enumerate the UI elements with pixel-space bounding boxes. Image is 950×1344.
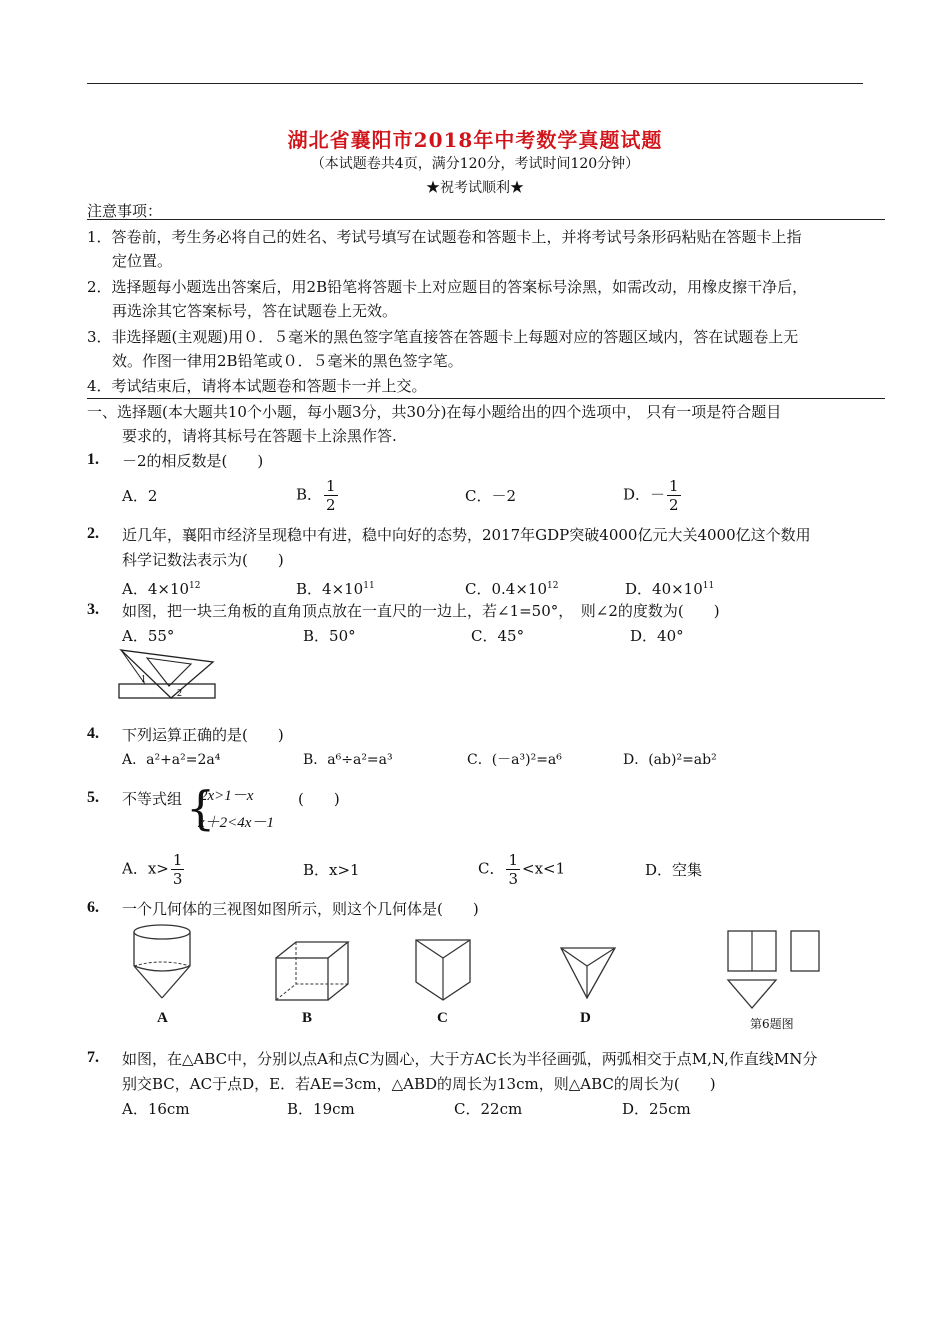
q1-option-d-label: D．－ [623,485,666,504]
q1-frac-b-num: 1 [326,477,336,495]
notice-4: 4．考试结束后，请将本试题卷和答题卡一并上交。 [87,377,427,395]
q5-option-b: B．x>1 [303,861,360,879]
q3-option-a: A．55° [122,627,175,645]
q5-frac-a-den: 3 [172,870,183,888]
notice-rule [87,219,885,220]
q3-option-b: B．50° [303,627,356,645]
q4-number: 4. [87,725,99,742]
q3-ruler-triangle-figure [117,648,219,704]
q5-brace: { [186,781,216,835]
q2-b-exp: 11 [363,581,375,591]
page-title: 湖北省襄阳市2018年中考数学真题试题 [287,128,663,152]
q5-option-d: D．空集 [645,861,703,879]
q7-stem-line2: 别交BC，AC于点D，E．若AE=3cm，△ABD的周长为13cm，则△ABC的周长为( ) [122,1075,716,1093]
notice-3-cont: 效。作图一律用2B铅笔或０．５毫米的黑色签字笔。 [112,352,463,370]
q6-three-view-figure [724,928,826,1012]
q1-option-a: A．2 [122,487,158,505]
q2-option-d [625,576,714,599]
notice-3: 3．非选择题(主观题)用０．５毫米的黑色签字笔直接答在答题卡上每题对应的答题区域内，答在试题卷上无 [87,328,799,346]
q5-frac-c-den: 3 [508,870,519,888]
q5-frac-c-num: 1 [508,851,519,869]
q2-c-exp: 12 [547,581,559,591]
q3-angle2-label: 2 [177,688,182,699]
q4-option-c: C．(－a³)²=a⁶ [467,752,562,768]
q6-label-d: D [580,1010,591,1026]
q6-stem: 一个几何体的三视图如图所示，则这个几何体是( ) [122,900,479,918]
notice-heading: 注意事项： [87,202,163,220]
q6-shape-b-cube [272,938,352,1004]
q4-option-a: A．a²+a²=2a⁴ [122,752,221,768]
q1-option-b [296,477,340,514]
q2-stem-line1: 近几年，襄阳市经济呈现稳中有进，稳中向好的态势，2017年GDP突破4000亿元大关4000亿这个数用 [122,526,811,544]
q2-c-base: C．0.4×10 [465,580,547,598]
q5-number: 5. [87,789,99,806]
q5-paren: ( ) [298,790,340,808]
q6-shape-a-cylinder-cone [128,922,198,1002]
q3-angle1-label: 1 [141,674,146,685]
q6-label-c: C [437,1010,448,1026]
q1-option-b-label: B． [296,485,323,504]
q7-option-b: B．19cm [287,1100,355,1118]
q5-inequality-1: 2x>1－x [200,788,254,804]
q1-frac-d-den: 2 [669,496,679,514]
q4-option-d: D．(ab)²=ab² [623,752,717,768]
q1-stem: －2的相反数是( ) [122,452,264,470]
q7-option-c: C．22cm [454,1100,523,1118]
q2-option-a [122,576,201,599]
q6-shape-d-pyramid [557,944,619,1002]
notice-2: 2．选择题每小题选出答案后，用2B铅笔将答题卡上对应题目的答案标号涂黑，如需改动，用橡皮擦干净后， [87,278,808,296]
q2-a-exp: 12 [189,581,201,591]
q1-option-c: C．－2 [465,487,517,505]
q5-a-label: A．x> [122,859,169,878]
q5-fraction-c [506,851,520,888]
q2-option-c [465,576,558,599]
q5-c-tail: <x<1 [522,859,566,878]
q1-fraction-b [324,477,338,514]
q5-c-label: C． [478,859,505,878]
section-rule [87,398,885,399]
q5-inequality-2: x＋2<4x－1 [198,815,274,831]
q7-stem-line1: 如图，在△ABC中，分别以点A和点C为圆心，大于方AC长为半径画弧，两弧相交于点M,N,作直线MN分 [122,1050,818,1068]
q6-label-a: A [157,1010,168,1026]
q6-shape-c-prism [412,936,474,1002]
q5-option-a [122,851,186,888]
q1-number: 1. [87,451,99,468]
q2-a-base: A．4×10 [122,580,190,598]
q2-stem-line2: 科学记数法表示为( ) [122,551,284,569]
q6-figure-caption: 第6题图 [750,1017,794,1031]
q1-fraction-d [667,477,681,514]
q5-option-c [478,851,565,888]
q5-fraction-a [171,851,185,888]
section-heading-cont: 要求的，请将其标号在答题卡上涂黑作答. [122,427,397,445]
q6-label-b: B [302,1010,313,1026]
q3-option-d: D．40° [630,627,684,645]
q3-number: 3. [87,601,99,618]
notice-1-cont: 定位置。 [112,252,173,270]
q7-option-d: D．25cm [622,1100,691,1118]
q5-frac-a-num: 1 [172,851,183,869]
section-heading: 一、选择题(本大题共10个小题，每小题3分，共30分)在每小题给出的四个选项中， 只有一项是符合题目 [87,403,782,421]
header-rule [87,83,863,84]
q4-option-b: B．a⁶÷a²=a³ [303,752,393,768]
q4-stem: 下列运算正确的是( ) [122,726,284,744]
q2-d-base: D．40×10 [625,580,703,598]
q3-stem: 如图，把一块三角板的直角顶点放在一直尺的一边上，若∠1=50°， 则∠2的度数为( ) [122,602,720,620]
exam-info: （本试题卷共4页，满分120分，考试时间120分钟） [310,156,640,172]
q7-option-a: A．16cm [122,1100,190,1118]
q5-stem: 不等式组 [122,790,183,808]
q1-frac-b-den: 2 [326,496,336,514]
q6-number: 6. [87,899,99,916]
q2-option-b [296,576,375,599]
q1-option-d [623,477,683,514]
q2-number: 2. [87,525,99,542]
good-luck: ★祝考试顺利★ [426,180,524,196]
notice-2-cont: 再选涂其它答案标号，答在试题卷上无效。 [112,302,398,320]
notice-1: 1．答卷前，考生务必将自己的姓名、考试号填写在试题卷和答题卡上，并将考试号条形码粘贴在答题卡上指 [87,228,802,246]
q2-b-base: B．4×10 [296,580,364,598]
q2-d-exp: 11 [702,581,715,591]
q1-frac-d-num: 1 [669,477,679,495]
q3-option-c: C．45° [471,627,525,645]
q7-number: 7. [87,1049,99,1066]
